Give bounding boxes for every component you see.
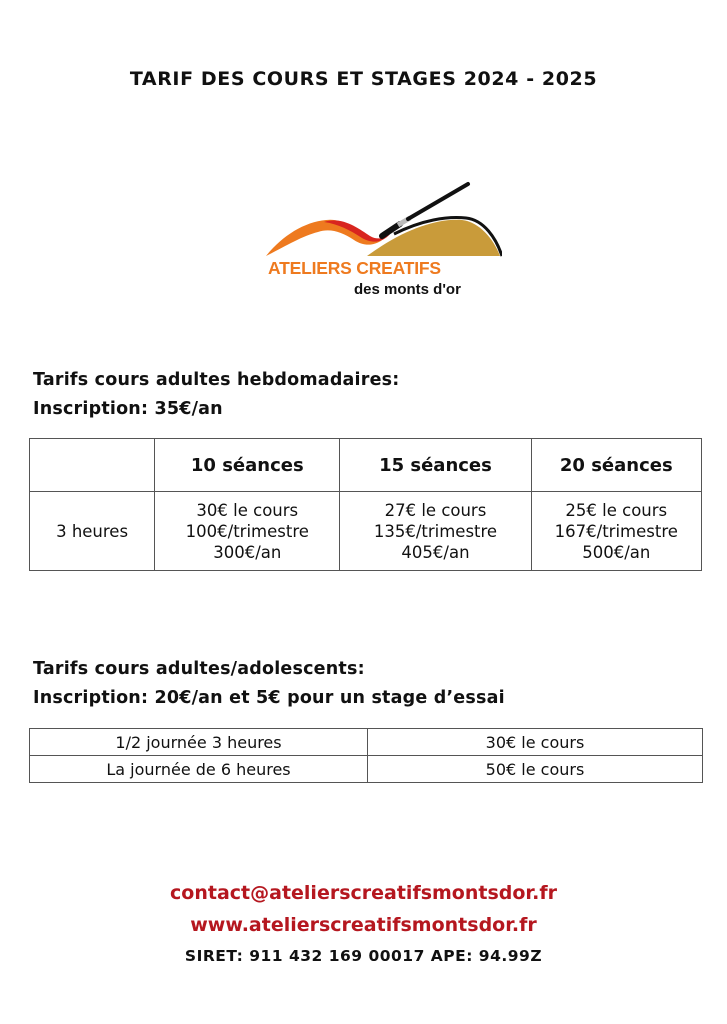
- table-header-empty: [30, 439, 155, 492]
- price-cell-15: [340, 492, 531, 571]
- teens-price-table: [29, 728, 703, 783]
- teens-heading: Tarifs cours adultes/adolescents:: [33, 659, 365, 679]
- page-title: TARIF DES COURS ET STAGES 2024 - 2025: [129, 68, 598, 90]
- logo: [262, 180, 502, 300]
- logo-name: ATELIERS CREATIFS: [268, 258, 441, 278]
- price-per-term: 135€/trimestre: [373, 521, 498, 541]
- row-label: 3 heures: [30, 492, 155, 571]
- adults-inscription: Inscription: 35€/an: [33, 399, 223, 419]
- price-per-term: 100€/trimestre: [185, 521, 309, 541]
- row-label: 1/2 journée 3 heures: [30, 729, 368, 756]
- price-per-year: 300€/an: [213, 542, 282, 562]
- price-per-course: 27€ le cours: [384, 500, 487, 520]
- row-label: La journée de 6 heures: [30, 756, 368, 783]
- row-price: 50€ le cours: [368, 756, 703, 783]
- table-header-15-seances: 15 séances: [340, 439, 531, 492]
- table-row: [30, 729, 703, 756]
- table-row: [30, 492, 702, 571]
- table-header-20-seances: 20 séances: [531, 439, 701, 492]
- logo-brush-graphic: [262, 180, 502, 260]
- row-price: 30€ le cours: [368, 729, 703, 756]
- teens-inscription: Inscription: 20€/an et 5€ pour un stage d’essai: [33, 688, 505, 708]
- table-row: [30, 756, 703, 783]
- price-per-year: 405€/an: [401, 542, 470, 562]
- email-link[interactable]: contact@atelierscreatifsmontsdor.fr: [170, 882, 557, 904]
- price-per-course: 30€ le cours: [196, 500, 299, 520]
- price-cell-20: [531, 492, 701, 571]
- logo-subtitle: des monts d'or: [354, 281, 461, 298]
- price-per-course: 25€ le cours: [565, 500, 668, 520]
- table-header-row: [30, 439, 702, 492]
- price-cell-10: [155, 492, 340, 571]
- siret-info: SIRET: 911 432 169 00017 APE: 94.99Z: [184, 947, 543, 965]
- table-header-10-seances: 10 séances: [155, 439, 340, 492]
- adults-price-table: [29, 438, 702, 571]
- price-per-year: 500€/an: [582, 542, 651, 562]
- adults-heading: Tarifs cours adultes hebdomadaires:: [33, 370, 400, 390]
- website-link[interactable]: www.atelierscreatifsmontsdor.fr: [190, 914, 537, 936]
- price-per-term: 167€/trimestre: [554, 521, 678, 541]
